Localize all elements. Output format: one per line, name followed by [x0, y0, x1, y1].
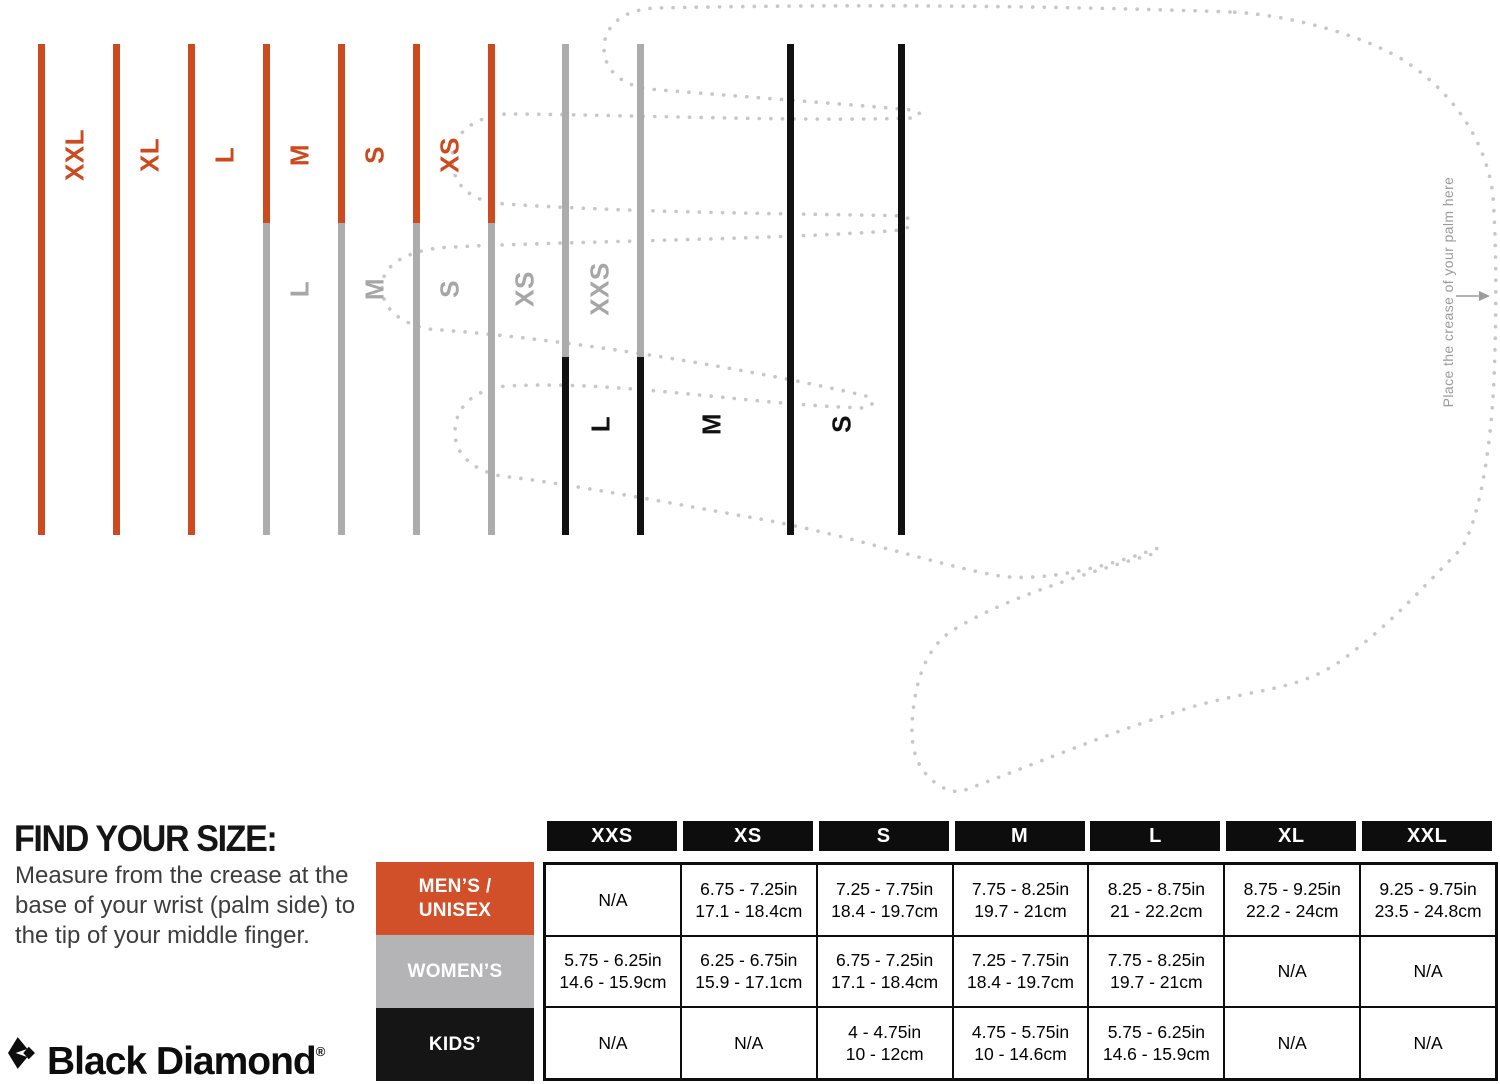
size-cell-line: 5.75 - 6.25in [564, 950, 662, 971]
mens-size-label: M [284, 143, 315, 167]
size-bar-segment [562, 44, 569, 357]
kids-size-label: L [585, 415, 616, 433]
size-cell-line: N/A [1277, 961, 1307, 982]
size-cell [682, 865, 816, 935]
size-table-body [543, 862, 1498, 1081]
size-bar-segment [188, 44, 195, 535]
size-bar-segment [562, 357, 569, 535]
size-row-header [376, 935, 534, 1008]
size-cell-line: 7.75 - 8.25in [971, 878, 1070, 899]
size-bar-segment [637, 44, 644, 357]
size-cell-line: 21 - 22.2cm [1110, 900, 1203, 921]
size-cell-line: 23.5 - 24.8cm [1374, 900, 1482, 921]
mens-size-label: XS [434, 137, 465, 173]
kids-size-label: S [826, 415, 857, 433]
size-bar-segment [113, 44, 120, 535]
size-bar-segment [637, 357, 644, 535]
size-table [376, 821, 1498, 1081]
size-cell-line: 7.75 - 8.25in [1107, 950, 1205, 971]
mens-size-label: XXL [59, 128, 90, 182]
womens-size-label: M [359, 277, 390, 301]
size-cell [1361, 865, 1495, 935]
size-cell-line: N/A [1413, 1033, 1443, 1054]
size-cell [818, 937, 952, 1007]
size-row-header-line: MEN’S / [418, 875, 492, 897]
size-cell-line: N/A [1413, 961, 1443, 982]
size-column-header-xl: XL [1226, 821, 1356, 851]
brand-wordmark: Black Diamond® [47, 1040, 326, 1083]
size-cell [546, 1008, 680, 1078]
size-bar-segment [413, 44, 420, 223]
size-cell [1225, 1008, 1359, 1078]
black-diamond-icon [8, 1030, 35, 1076]
size-cell-line: N/A [734, 1033, 764, 1054]
womens-size-label: XXS [584, 262, 615, 316]
size-cell [954, 937, 1088, 1007]
size-bar-segment [338, 44, 345, 223]
size-bar-segment [263, 223, 270, 535]
size-cell [682, 937, 816, 1007]
palm-crease-note: Place the crease of your palm here [1440, 176, 1456, 408]
kids-size-label: M [696, 412, 727, 436]
size-cell-line: 8.25 - 8.75in [1107, 878, 1205, 899]
size-cell-line: 7.25 - 7.75in [971, 950, 1070, 971]
size-cell [954, 865, 1088, 935]
womens-size-label: XS [509, 271, 540, 307]
size-cell-line: 18.4 - 19.7cm [966, 972, 1074, 993]
size-bar-segment [488, 44, 495, 223]
find-your-size-title: FIND YOUR SIZE: [14, 818, 277, 859]
size-cell [546, 937, 680, 1007]
size-cell [1089, 865, 1223, 935]
size-column-header-s: S [819, 821, 949, 851]
size-column-header-xs: XS [683, 821, 813, 851]
size-cell [954, 1008, 1088, 1078]
size-cell-line: 15.9 - 17.1cm [695, 972, 803, 993]
size-cell-line: 4 - 4.75in [848, 1022, 922, 1043]
size-row-header [376, 1008, 534, 1081]
size-cell-line: 6.25 - 6.75in [700, 950, 798, 971]
size-bar-segment [787, 44, 794, 535]
size-cell [682, 1008, 816, 1078]
size-row-header-line: UNISEX [418, 899, 492, 921]
womens-size-label: L [284, 280, 315, 298]
size-bar-segment [898, 44, 905, 535]
size-bar-segment [413, 223, 420, 535]
size-cell-line: 10 - 14.6cm [974, 1044, 1067, 1065]
size-row-header [376, 862, 534, 935]
size-cell [1361, 937, 1495, 1007]
womens-size-label: S [434, 280, 465, 298]
size-cell-line: 5.75 - 6.25in [1107, 1022, 1205, 1043]
size-cell [1361, 1008, 1495, 1078]
size-cell-line: 8.75 - 9.25in [1243, 878, 1341, 899]
size-cell [818, 1008, 952, 1078]
size-column-header-xxl: XXL [1362, 821, 1492, 851]
size-cell-line: 4.75 - 5.75in [971, 1022, 1070, 1043]
mens-size-label: L [209, 146, 240, 164]
size-cell-line: 14.6 - 15.9cm [559, 972, 667, 993]
size-cell-line: 9.25 - 9.75in [1379, 878, 1477, 899]
size-cell [1225, 937, 1359, 1007]
size-cell-line: N/A [598, 889, 628, 910]
size-cell [1089, 937, 1223, 1007]
size-cell-line: 6.75 - 7.25in [835, 950, 934, 971]
size-cell-line: 18.4 - 19.7cm [831, 900, 939, 921]
size-column-header-l: L [1090, 821, 1220, 851]
size-row-header-line: WOMEN’S [407, 960, 503, 982]
mens-size-label: S [359, 146, 390, 164]
size-bar-segment [263, 44, 270, 223]
size-cell-line: 22.2 - 24cm [1246, 900, 1339, 921]
mens-size-label: XL [134, 137, 165, 173]
registered-trademark-symbol: ® [315, 1044, 326, 1059]
hand-outline-path [382, 6, 1496, 792]
find-your-size-instructions: Measure from the crease at the base of your wrist (palm side) to the tip of your middle finger. [15, 862, 356, 949]
size-cell [818, 865, 952, 935]
size-cell-line: 17.1 - 18.4cm [831, 972, 939, 993]
size-cell-line: 17.1 - 18.4cm [695, 900, 803, 921]
size-cell-line: 19.7 - 21cm [974, 900, 1067, 921]
size-column-header-xxs: XXS [547, 821, 677, 851]
brand-logo [8, 1030, 325, 1084]
size-column-header-m: M [955, 821, 1085, 851]
size-cell [1089, 1008, 1223, 1078]
size-bar-segment [338, 223, 345, 535]
size-cell-line: 14.6 - 15.9cm [1102, 1044, 1210, 1065]
size-cell [546, 865, 680, 935]
size-cell-line: N/A [598, 1033, 628, 1054]
size-cell-line: 7.25 - 7.75in [835, 878, 934, 899]
size-cell-line: 19.7 - 21cm [1110, 972, 1203, 993]
size-row-header-line: KIDS’ [428, 1033, 482, 1055]
size-bar-segment [38, 44, 45, 535]
size-cell-line: 10 - 12cm [845, 1044, 924, 1065]
palm-crease-arrow [1456, 291, 1490, 301]
size-cell-line: 6.75 - 7.25in [700, 878, 798, 899]
size-cell [1225, 865, 1359, 935]
size-table-row-headers [376, 862, 534, 1081]
size-bar-segment [488, 223, 495, 535]
size-cell-line: N/A [1277, 1033, 1307, 1054]
